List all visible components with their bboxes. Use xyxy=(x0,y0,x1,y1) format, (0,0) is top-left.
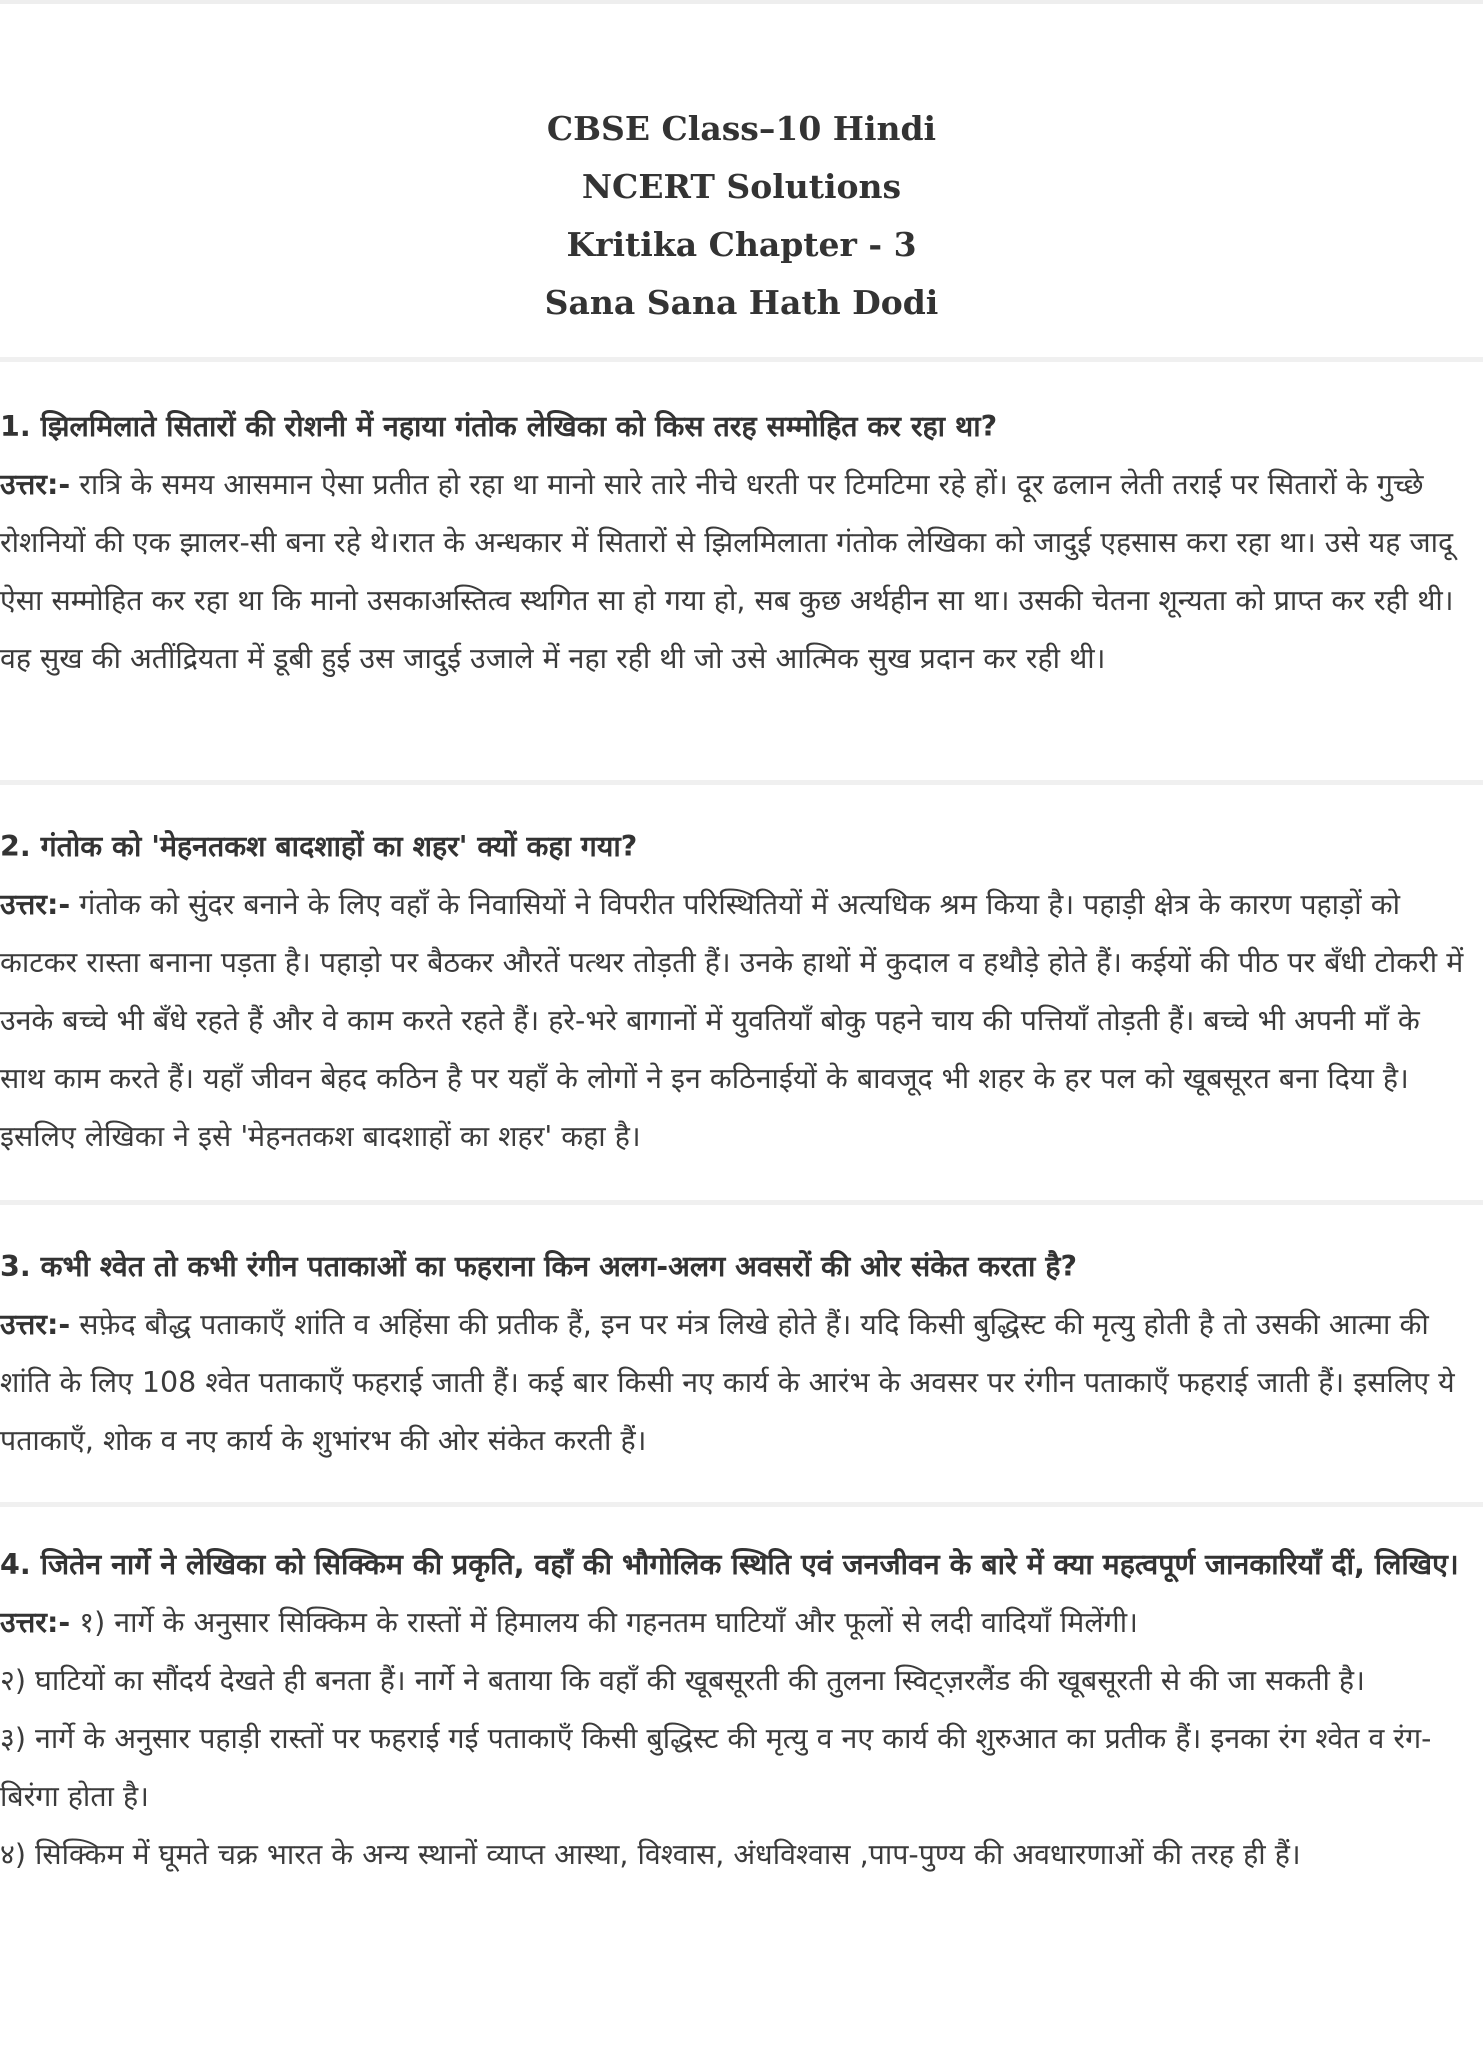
answer-4-point-4: ४) सिक्किम में घूमते चक्र भारत के अन्य स्थानों व्याप्त आस्था, विश्वास, अंधविश्वास ,पाप-पुण्य की अवधारणाओं की तरह ही हैं। xyxy=(0,1838,1301,1871)
top-rule xyxy=(0,0,1483,4)
question-3: 3. कभी श्वेत तो कभी रंगीन पताकाओं का फहराना किन अलग-अलग अवसरों की ओर संकेत करता है? xyxy=(0,1250,1078,1283)
answer-2 xyxy=(0,876,1470,1166)
answer-4-point-3: ३) नार्गे के अनुसार पहाड़ी रास्तों पर फहराई गई पताकाएँ किसी बुद्धिस्ट की मृत्यु व नए कार्य की शुरुआत का प्रतीक हैं। इनका रंग श्वेत व रंग-बिरंगा होता है। xyxy=(0,1722,1432,1813)
question-block-1 xyxy=(0,398,1470,688)
answer-4-point-1 xyxy=(0,1594,1470,1652)
section-divider xyxy=(0,357,1483,362)
answer-label: उत्तर:- xyxy=(0,888,71,921)
question-1: 1. झिलमिलाते सितारों की रोशनी में नहाया गंतोक लेखिका को किस तरह सम्मोहित कर रहा था? xyxy=(0,410,998,443)
question-block-4 xyxy=(0,1536,1470,1884)
section-divider xyxy=(0,1502,1483,1507)
header-lesson-title: Sana Sana Hath Dodi xyxy=(544,283,939,322)
answer-3 xyxy=(0,1296,1470,1470)
question-4: 4. जितेन नार्गे ने लेखिका को सिक्किम की प्रकृति, वहाँ की भौगोलिक स्थिति एवं जनजीवन के बारे में क्या महत्वपूर्ण जानकारियाँ दीं, लिखिए। xyxy=(0,1548,1459,1581)
section-divider xyxy=(0,1200,1483,1205)
answer-3-text: सफ़ेद बौद्ध पताकाएँ शांति व अहिंसा की प्रतीक हैं, इन पर मंत्र लिखे होते हैं। यदि किसी बुद्धिस्ट की मृत्यु होती है तो उसकी आत्मा की शांति के लिए 108 श्वेत पताकाएँ फहराई जाती हैं। कई बार किसी नए कार्य के आरंभ के अवसर पर रंगीन पताकाएँ फहराई जाती हैं। इसलिए ये पताकाएँ, शोक व नए कार्य के शुभांरभ की ओर संकेत करती हैं। xyxy=(0,1308,1455,1457)
answer-2-text: गंतोक को सुंदर बनाने के लिए वहाँ के निवासियों ने विपरीत परिस्थितियों में अत्यधिक श्रम किया है। पहाड़ी क्षेत्र के कारण पहाड़ों को काटकर रास्ता बनाना पड़ता है। पहाड़ो पर बैठकर औरतें पत्थर तोड़ती हैं। उनके हाथों में कुदाल व हथौड़े होते हैं। कईयों की पीठ पर बँधी टोकरी में उनके बच्चे भी बँधे रहते हैं और वे काम करते रहते हैं। हरे-भरे बागानों में युवतियाँ बोकु पहने चाय की पत्तियाँ तोड़ती हैं। बच्चे भी अपनी माँ के साथ काम करते हैं। यहाँ जीवन बेहद कठिन है पर यहाँ के लोगों ने इन कठिनाईयों के बावजूद भी शहर के हर पल को खूबसूरत बना दिया है। इसलिए लेखिका ने इसे 'मेहनतकश बादशाहों का शहर' कहा है। xyxy=(0,888,1464,1153)
answer-1-text: रात्रि के समय आसमान ऐसा प्रतीत हो रहा था मानो सारे तारे नीचे धरती पर टिमटिमा रहे हों। दूर ढलान लेती तराई पर सितारों के गुच्छे रोशनियों की एक झालर-सी बना रहे थे।रात के अन्धकार में सितारों से झिलमिलाता गंतोक लेखिका को जादुई एहसास करा रहा था। उसे यह जादू ऐसा सम्मोहित कर रहा था कि मानो उसकाअस्तित्व स्थगित सा हो गया हो, सब कुछ अर्थहीन सा था। उसकी चेतना शून्यता को प्राप्त कर रही थी। वह सुख की अतींद्रियता में डूबी हुई उस जादुई उजाले में नहा रही थी जो उसे आत्मिक सुख प्रदान कर रही थी। xyxy=(0,468,1454,675)
answer-label: उत्तर:- xyxy=(0,1308,71,1341)
question-block-2 xyxy=(0,818,1470,1166)
section-divider xyxy=(0,780,1483,785)
answer-4-point-1-text: १) नार्गे के अनुसार सिक्किम के रास्तों में हिमालय की गहनतम घाटियाँ और फूलों से लदी वादियाँ मिलेंगी। xyxy=(79,1606,1138,1639)
page-header xyxy=(0,100,1483,332)
question-2: 2. गंतोक को 'मेहनतकश बादशाहों का शहर' क्यों कहा गया? xyxy=(0,830,638,863)
answer-label: उत्तर:- xyxy=(0,1606,71,1639)
header-chapter-title: Kritika Chapter - 3 xyxy=(566,225,917,264)
header-class-title: CBSE Class–10 Hindi xyxy=(546,109,937,148)
header-ncert-title: NCERT Solutions xyxy=(581,167,902,206)
answer-label: उत्तर:- xyxy=(0,468,71,501)
question-block-3 xyxy=(0,1238,1470,1470)
answer-4-point-2: २) घाटियों का सौंदर्य देखते ही बनता हैं। नार्गे ने बताया कि वहाँ की खूबसूरती की तुलना स्विट्ज़रलैंड की खूबसूरती से की जा सकती है। xyxy=(0,1664,1365,1697)
answer-1 xyxy=(0,456,1470,688)
